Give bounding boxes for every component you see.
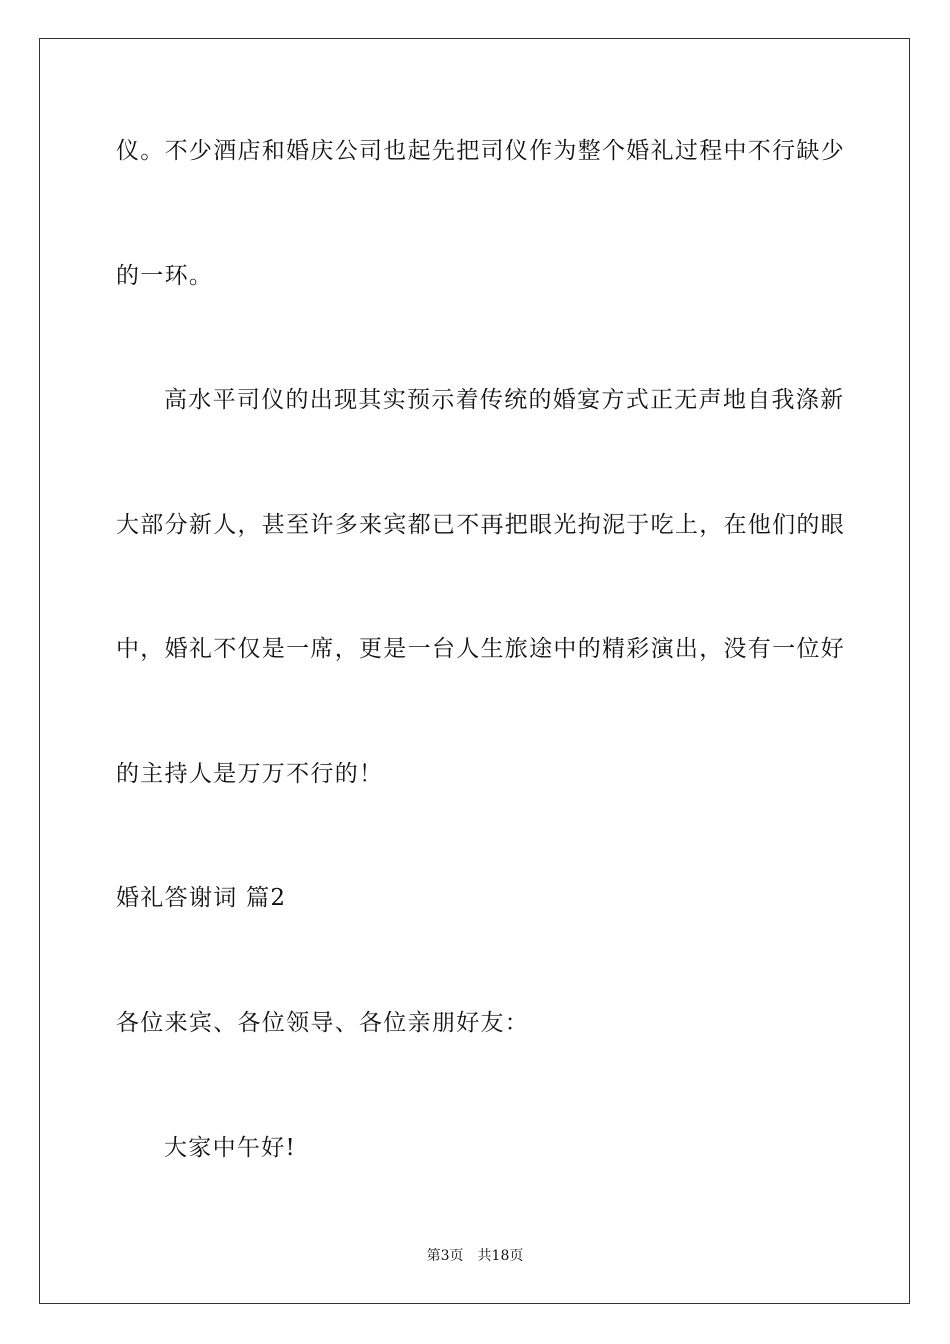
salutation-line: 各位来宾、各位领导、各位亲朋好友： <box>116 1010 530 1036</box>
body-line-2: 的一环。 <box>116 263 214 289</box>
page-total: 共18页 <box>477 1248 524 1264</box>
section-heading: 婚礼答谢词 篇2 <box>116 885 287 911</box>
page-number: 第3页 <box>426 1248 464 1264</box>
body-line-5: 中，婚礼不仅是一席，更是一台人生旅途中的精彩演出，没有一位好 <box>116 636 845 662</box>
body-line-1: 仪。不少酒店和婚庆公司也起先把司仪作为整个婚礼过程中不行缺少 <box>116 138 845 164</box>
body-line-6: 的主持人是万万不行的！ <box>116 761 384 787</box>
page-border <box>39 38 910 1304</box>
greeting-line: 大家中午好! <box>164 1135 297 1161</box>
page-footer <box>0 1246 950 1266</box>
body-line-4: 大部分新人，甚至许多来宾都已不再把眼光拘泥于吃上，在他们的眼 <box>116 512 845 538</box>
body-line-3: 高水平司仪的出现其实预示着传统的婚宴方式正无声地自我涤新 <box>164 387 845 413</box>
